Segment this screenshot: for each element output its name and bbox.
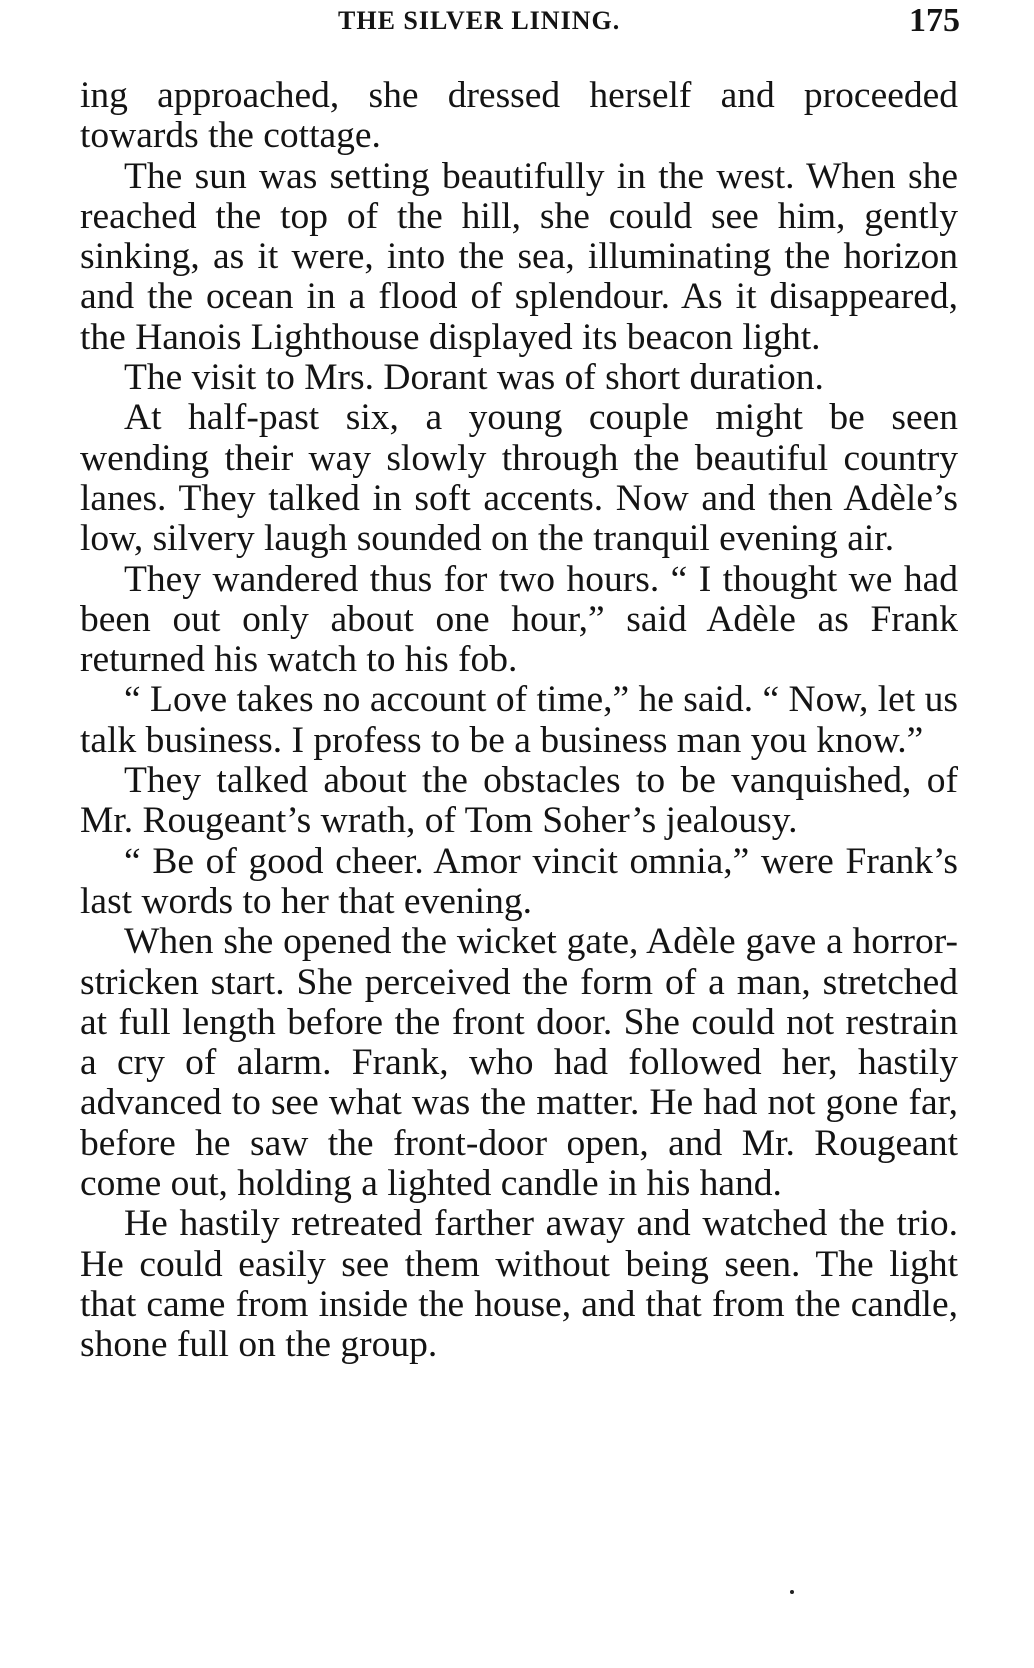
paragraph-2: The sun was setting beautifully in the west. When she reached the top of the hill, she could see him, gently sinking, as it were, into the sea, illuminating the horizon and the ocean in a flood of splendour. As it disappeared, the Hanois Lighthouse displayed its beacon light. xyxy=(80,155,958,358)
page-number: 175 xyxy=(909,2,960,39)
paragraph-8: “ Be of good cheer. Amor vincit omnia,” were Frank’s last words to her that evening. xyxy=(80,840,958,922)
body-text xyxy=(80,76,958,1366)
print-speck xyxy=(790,1590,794,1594)
running-title: THE SILVER LINING. xyxy=(338,6,621,35)
paragraph-7: They talked about the obstacles to be vanquished, of Mr. Rougeant’s wrath, of Tom Soher’s jealousy. xyxy=(80,760,958,842)
paragraph-10: He hastily retreated farther away and watched the trio. He could easily see them without being seen. The light that came from inside the house, and that from the candle, shone full on the group. xyxy=(80,1203,958,1366)
paragraph-6: “ Love takes no account of time,” he said. “ Now, let us talk business. I profess to be a business man you know.” xyxy=(80,679,958,761)
paragraph-9: When she opened the wicket gate, Adèle gave a horror-stricken start. She perceived the form of a man, stretched at full length before the front door. She could not restrain a cry of alarm. Frank, who had followed her, hastily advanced to see what was the matter. He had not gone far, before he saw the front-door open, and Mr. Rougeant come out, holding a lighted candle in his hand. xyxy=(80,921,958,1205)
paragraph-1: ing approached, she dressed herself and proceeded towards the cottage. xyxy=(80,75,958,157)
paragraph-5: They wandered thus for two hours. “ I thought we had been out only about one hour,” said Adèle as Frank returned his watch to his fob. xyxy=(80,558,958,681)
paragraph-4: At half-past six, a young couple might be seen wending their way slowly through the beautiful country lanes. They talked in soft accents. Now and then Adèle’s low, silvery laugh sounded on the tranquil evening air. xyxy=(80,397,958,560)
paragraph-3: The visit to Mrs. Dorant was of short duration. xyxy=(124,357,824,399)
running-head xyxy=(80,2,960,46)
